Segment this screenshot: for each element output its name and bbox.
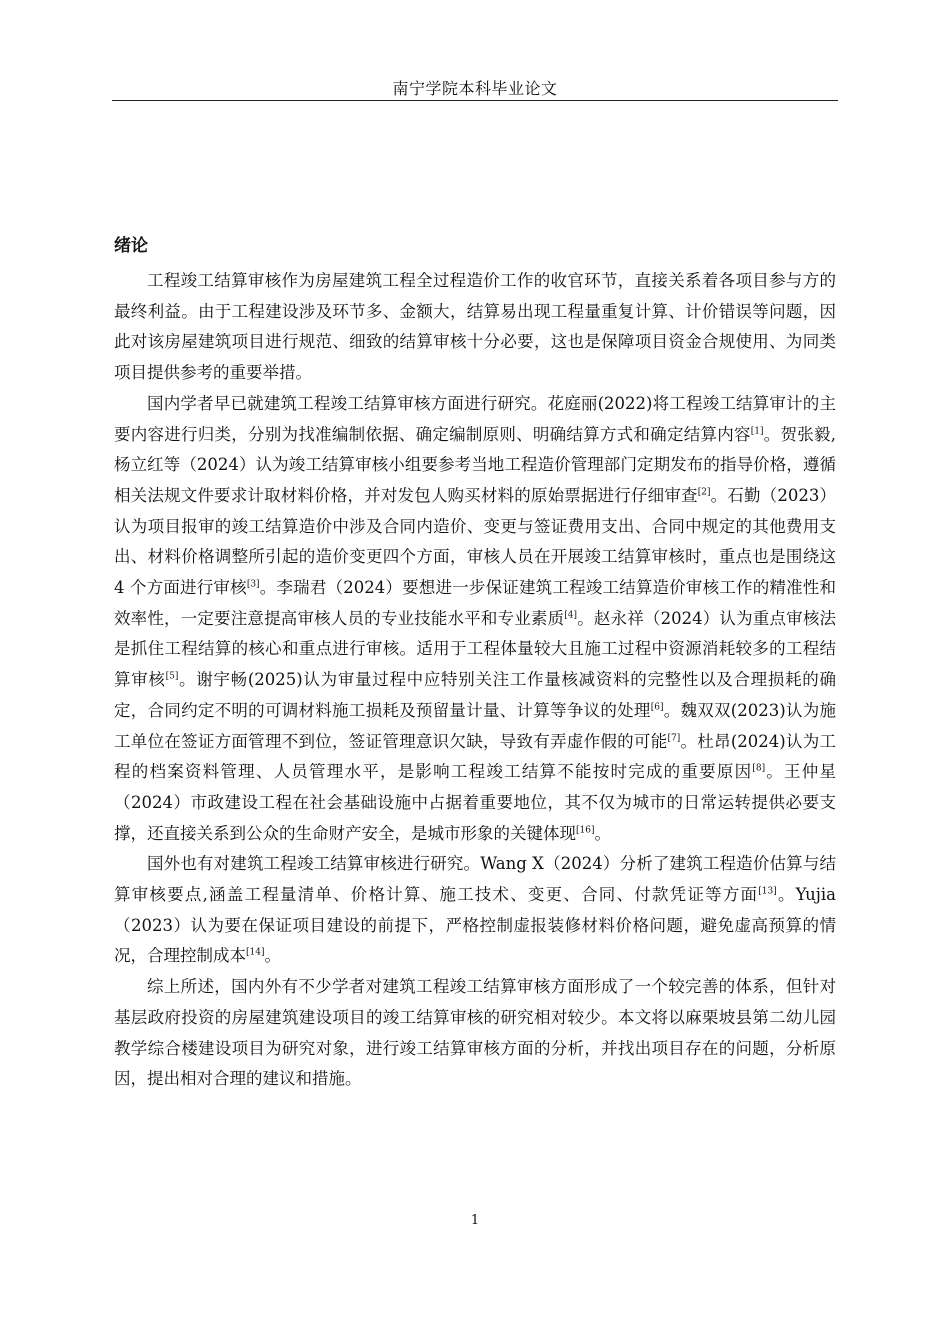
citation: [8] [752,763,766,774]
paragraph-4: 综上所述，国内外有不少学者对建筑工程竣工结算审核方面形成了一个较完善的体系，但针对基层政府投资的房屋建筑建设项目的竣工结算审核的研究相对较少。本文将以麻栗坡县第二幼儿园教学综合楼建设项目为研究对象，进行竣工结算审核方面的分析，并找出项目存在的问题，分析原因，提出相对合理的建议和措施。 [114,977,836,1089]
citation: [2] [697,487,711,498]
text-run: 。 [594,823,611,843]
body-text [114,266,836,1095]
text-run: 。谢宇畅(2025)认为审量过程中应特别关注工作量核减资料的完整性以及合理损耗的确定，合同约定不明的可调材料施工损耗及预留量计量、计算等争议的处理 [114,670,836,720]
text-run: 国外也有对建筑工程竣工结算审核进行研究。Wang X（2024）分析了建筑工程造价估算与结算审核要点,涵盖工程量清单、价格计算、施工技术、变更、合同、付款凭证等方面 [114,854,836,905]
paragraph-2 [114,389,836,850]
citation: [3] [246,579,260,590]
citation: [7] [667,733,681,744]
text-run: 。王仲星（2024）市政建设工程在社会基础设施中占据着重要地位，其不仅为城市的日常运转提供必要支撑，还直接关系到公众的生命财产安全，是城市形象的关键体现 [114,762,837,843]
citation: [5] [165,671,179,682]
text-run: 。Yujia（2023）认为要在保证项目建设的前提下，严格控制虚报装修材料价格问题，避免虚高预算的情况，合理控制成本 [114,885,836,966]
text-run: 。魏双双(2023)认为施工单位在签证方面管理不到位，签证管理意识欠缺，导致有弄虚作假的可能 [114,700,836,751]
citation: [1] [750,426,764,437]
text-run: 。杜昂(2024)认为工程的档案资料管理、人员管理水平，是影响工程竣工结算不能按时完成的重要原因 [114,731,837,782]
text-run: 。 [264,946,281,966]
citation: [13] [758,886,777,897]
paragraph-3 [114,849,836,972]
running-header: 南宁学院本科毕业论文 [392,79,558,98]
citation: [4] [564,610,578,621]
header-rule [112,100,838,101]
citation: [6] [650,702,664,713]
text-run: 。贺张毅,杨立红等（2024）认为竣工结算审核小组要参考当地工程造价管理部门定期发布的指导价格，遵循相关法规文件要求计取材料价格，并对发包人购买材料的原始票据进行仔细审查 [114,424,837,505]
page-number: 1 [470,1213,480,1228]
text-run: 国内学者早已就建筑工程竣工结算审核方面进行研究。花庭丽(2022)将工程竣工结算审计的主要内容进行归类，分别为找准编制依据、确定编制原则、明确结算方式和确定结算内容 [114,393,836,444]
text-run: 。赵永祥（2024）认为重点审核法是抓住工程结算的核心和重点进行审核。适用于工程体量较大且施工过程中资源消耗较多的工程结算审核 [114,608,836,690]
citation: [16] [576,825,595,836]
text-run: 。石勤（2023）认为项目报审的竣工结算造价中涉及合同内造价、变更与签证费用支出、合同中规定的其他费用支出、材料价格调整所引起的造价变更四个方面，审核人员在开展竣工结算审核时，重点也是围绕这 4 个方面进行审核 [114,485,837,598]
citation: [14] [246,947,265,958]
paragraph-1: 工程竣工结算审核作为房屋建筑工程全过程造价工作的收官环节，直接关系着各项目参与方的最终利益。由于工程建设涉及环节多、金额大，结算易出现工程量重复计算、计价错误等问题，因此对该房屋建筑项目进行规范、细致的结算审核十分必要，这也是保障项目资金合规使用、为同类项目提供参考的重要举措。 [114,271,836,383]
text-run: 。李瑞君（2024）要想进一步保证建筑工程竣工结算造价审核工作的精准性和效率性，一定要注意提高审核人员的专业技能水平和专业素质 [114,578,836,628]
section-title: 绪论 [114,236,148,256]
